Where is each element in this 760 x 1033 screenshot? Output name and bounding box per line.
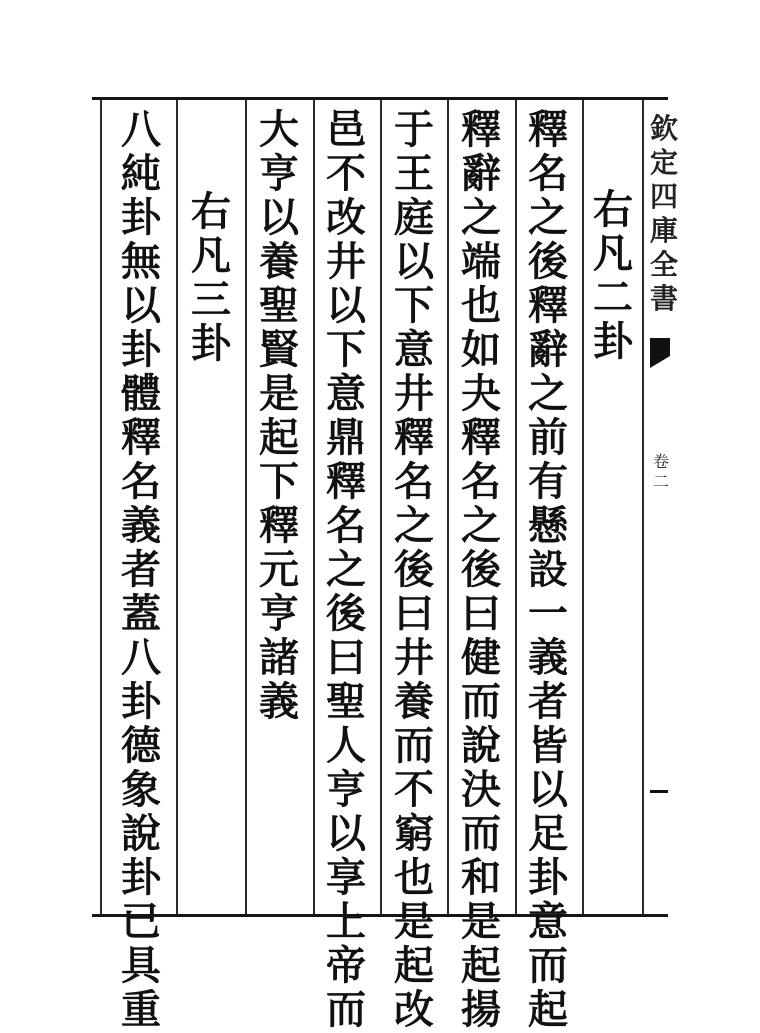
column-divider [515,100,517,914]
glyph: 者 [528,678,568,725]
text-column-1 [520,108,576,1032]
glyph: 之 [528,194,568,241]
glyph: 具 [121,942,161,989]
column-text [318,108,374,1032]
glyph: 義 [528,634,568,681]
glyph: 右 [593,186,633,233]
glyph: 之 [461,194,501,241]
margin-title-text [647,112,681,316]
margin-tick-mark [650,790,668,793]
glyph: 井 [394,370,434,417]
glyph: 蓋 [121,590,161,637]
glyph: 後 [326,590,366,637]
glyph: 亨 [259,590,299,637]
glyph: 享 [326,854,366,901]
glyph: 而 [528,942,568,989]
glyph: 王 [394,150,434,197]
glyph: 于 [394,106,434,153]
glyph: 重 [121,986,161,1033]
glyph: 亨 [326,766,366,813]
glyph: 也 [394,854,434,901]
glyph: 說 [121,810,161,857]
glyph: 卦 [191,320,231,367]
glyph: 窮 [394,810,434,857]
volume-glyph: 二 [652,472,669,491]
margin-glyph: 定 [649,146,678,179]
glyph: 凡 [191,232,231,279]
glyph: 一 [528,590,568,637]
margin-glyph: 欽 [649,112,678,145]
glyph: 象 [121,766,161,813]
margin-glyph: 書 [649,282,678,315]
glyph: 以 [326,282,366,329]
column-divider [582,100,584,914]
glyph: 名 [394,458,434,505]
glyph: 帝 [326,942,366,989]
glyph: 起 [394,942,434,989]
glyph: 養 [394,678,434,725]
glyph: 卦 [121,678,161,725]
column-text [520,108,576,1032]
right-border-rule [642,100,644,914]
margin-volume-label [650,452,672,492]
glyph: 八 [121,106,161,153]
glyph: 曰 [326,634,366,681]
glyph: 純 [121,150,161,197]
glyph: 卦 [121,194,161,241]
glyph: 釋 [461,106,501,153]
glyph: 庭 [394,194,434,241]
glyph: 是 [259,370,299,417]
glyph: 皆 [528,722,568,769]
glyph: 右 [191,188,231,235]
glyph: 以 [259,194,299,241]
text-column-3 [386,108,442,1032]
glyph: 義 [259,678,299,725]
glyph: 有 [528,458,568,505]
margin-glyph: 庫 [649,214,678,247]
glyph: 卦 [121,854,161,901]
text-column-7 [113,108,169,1032]
glyph: 者 [121,546,161,593]
bottom-border-rule [92,914,668,917]
glyph: 卦 [121,326,161,373]
column-divider [447,100,449,914]
column-divider [245,100,247,914]
glyph: 改 [326,194,366,241]
glyph: 曰 [394,590,434,637]
text-column-2 [453,108,509,1032]
column-divider [176,100,178,914]
glyph: 後 [461,546,501,593]
margin-volume-text [650,452,672,492]
glyph: 釋 [121,414,161,461]
glyph: 之 [461,502,501,549]
glyph: 下 [394,282,434,329]
glyph: 起 [461,942,501,989]
text-column-4 [318,108,374,1032]
glyph: 之 [326,546,366,593]
glyph: 邑 [326,106,366,153]
glyph: 卦 [528,854,568,901]
glyph: 懸 [528,502,568,549]
column-text [113,108,169,1032]
glyph: 健 [461,634,501,681]
glyph: 足 [528,810,568,857]
glyph: 體 [121,370,161,417]
glyph: 釋 [461,414,501,461]
glyph: 改 [394,986,434,1033]
glyph: 夬 [461,370,501,417]
glyph: 井 [394,634,434,681]
glyph: 賢 [259,326,299,373]
glyph: 起 [259,414,299,461]
glyph: 名 [326,502,366,549]
glyph: 聖 [326,678,366,725]
glyph: 辭 [528,326,568,373]
glyph: 八 [121,634,161,681]
glyph: 元 [259,546,299,593]
glyph: 之 [394,502,434,549]
glyph: 不 [394,766,434,813]
glyph: 養 [259,238,299,285]
text-column-6 [183,190,239,366]
volume-glyph: 卷 [652,452,669,471]
glyph: 之 [528,370,568,417]
margin-glyph: 四 [649,180,678,213]
glyph: 三 [191,276,231,323]
glyph: 諸 [259,634,299,681]
glyph: 不 [326,150,366,197]
glyph: 以 [394,238,434,285]
glyph: 鼎 [326,414,366,461]
column-text [386,108,442,1032]
glyph: 以 [326,810,366,857]
glyph: 端 [461,238,501,285]
glyph: 凡 [593,230,633,277]
glyph: 以 [121,282,161,329]
glyph: 前 [528,414,568,461]
glyph: 和 [461,854,501,901]
glyph: 人 [326,722,366,769]
glyph: 下 [259,458,299,505]
glyph: 義 [121,502,161,549]
glyph: 後 [394,546,434,593]
glyph: 而 [461,678,501,725]
glyph: 意 [528,898,568,945]
glyph: 而 [394,722,434,769]
glyph: 德 [121,722,161,769]
column-divider [313,100,315,914]
text-column-5 [251,108,307,724]
column-text [453,108,509,1032]
glyph: 聖 [259,282,299,329]
column-text [251,108,307,724]
glyph: 名 [461,458,501,505]
glyph: 以 [528,766,568,813]
glyph: 如 [461,326,501,373]
glyph: 是 [461,898,501,945]
glyph: 大 [259,106,299,153]
glyph: 已 [121,898,161,945]
glyph: 揚 [461,986,501,1033]
glyph: 設 [528,546,568,593]
glyph: 釋 [528,106,568,153]
glyph: 名 [528,150,568,197]
glyph: 而 [461,810,501,857]
glyph: 名 [121,458,161,505]
column-text [183,190,239,366]
text-column-heading [585,188,641,364]
glyph: 說 [461,722,501,769]
glyph: 而 [326,986,366,1033]
glyph: 曰 [461,590,501,637]
glyph: 下 [326,326,366,373]
glyph: 卦 [593,318,633,365]
glyph: 後 [528,238,568,285]
glyph: 釋 [528,282,568,329]
margin-book-title [647,112,681,316]
glyph: 無 [121,238,161,285]
glyph: 起 [528,986,568,1033]
glyph: 釋 [326,458,366,505]
glyph: 井 [326,238,366,285]
glyph: 亨 [259,150,299,197]
margin-glyph: 全 [649,248,678,281]
glyph: 也 [461,282,501,329]
column-text [585,188,641,364]
glyph: 決 [461,766,501,813]
glyph: 釋 [259,502,299,549]
glyph: 二 [593,274,633,321]
fish-tail-mark [650,338,670,368]
glyph: 辭 [461,150,501,197]
left-border-rule [100,100,102,914]
glyph: 意 [326,370,366,417]
glyph: 釋 [394,414,434,461]
glyph: 意 [394,326,434,373]
column-divider [380,100,382,914]
glyph: 是 [394,898,434,945]
glyph: 上 [326,898,366,945]
